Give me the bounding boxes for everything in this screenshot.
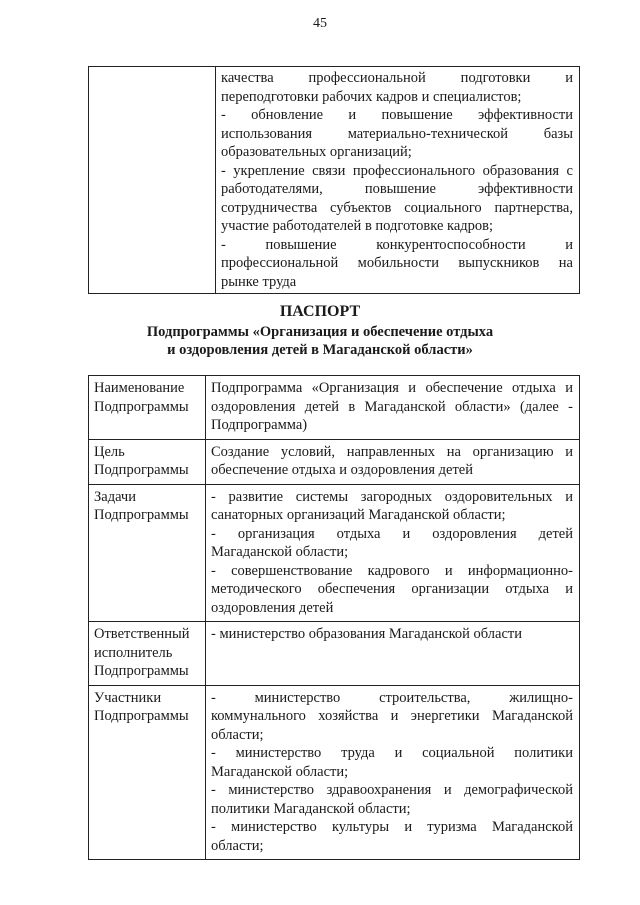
- text-line: - министерство здравоохранения и демографической: [211, 782, 573, 798]
- text-line: санаторных организаций Магаданской области;: [211, 507, 506, 523]
- row-label-executor: [89, 622, 206, 686]
- text-line: рынке труда: [221, 273, 297, 290]
- row-value-executor: [206, 622, 580, 686]
- table-row: [89, 484, 580, 622]
- row-label-goal: [89, 439, 206, 484]
- text-line: - обновление и повышение эффективности: [221, 107, 573, 123]
- text-line: - укрепление связи профессионального образования с: [221, 162, 573, 179]
- text-line: - совершенствование кадрового и информационно-: [211, 562, 573, 579]
- label-line: Подпрограммы: [94, 398, 189, 415]
- continuation-table: [88, 66, 580, 294]
- text-line: методического обеспечения организации отдыха и: [211, 581, 573, 597]
- text-line: - развитие системы загородных оздоровительных и: [211, 488, 573, 505]
- table-row: [89, 622, 580, 686]
- text-line: - повышение конкурентоспособности и: [221, 236, 573, 253]
- text-line: коммунального хозяйства и энергетики Магаданской: [211, 708, 573, 724]
- label-line: Цель: [94, 443, 125, 460]
- text-line: Магаданской области;: [211, 544, 349, 560]
- empty-label-cell: [89, 67, 216, 294]
- text-line: использования материально-технической базы: [221, 125, 573, 142]
- text-line: - министерство строительства, жилищно-: [211, 689, 573, 706]
- row-label-name: [89, 376, 206, 440]
- table-row: [89, 67, 580, 294]
- row-value-goal: [206, 439, 580, 484]
- label-line: Ответственный: [94, 626, 190, 642]
- passport-title: ПАСПОРТ: [279, 303, 361, 320]
- row-value-participants: [206, 685, 580, 860]
- page-number: 45: [313, 16, 327, 31]
- row-value-name: [206, 376, 580, 440]
- text-line: сотрудничества субъектов социального партнерства,: [221, 199, 573, 216]
- text-line: участие работодателей в подготовке кадров;: [221, 218, 494, 234]
- text-line: Магаданской области;: [211, 763, 349, 780]
- text-line: области;: [211, 837, 264, 854]
- label-line: Подпрограммы: [94, 462, 189, 478]
- text-line: переподготовки рабочих кадров и специалистов;: [221, 88, 522, 105]
- text-line: качества профессиональной подготовки и: [221, 70, 573, 86]
- text-line: - организация отдыха и оздоровления детей: [211, 525, 573, 542]
- text-line: - министерство труда и социальной политики: [211, 745, 573, 761]
- text-line: оздоровления детей в Магаданской области» (далее -: [211, 398, 573, 415]
- label-line: Наименование: [94, 380, 185, 396]
- passport-table: [88, 375, 580, 860]
- label-line: Участники: [94, 689, 162, 706]
- text-line: Создание условий, направленных на организацию и: [211, 443, 573, 460]
- table-row: [89, 376, 580, 440]
- label-line: Подпрограммы: [94, 663, 189, 679]
- table-row: [89, 439, 580, 484]
- row-label-participants: [89, 685, 206, 860]
- label-line: исполнитель: [94, 644, 173, 661]
- row-value-tasks: [206, 484, 580, 622]
- text-line: профессиональной мобильности выпускников на: [221, 255, 573, 271]
- label-line: Задачи: [94, 488, 136, 505]
- row-label-tasks: [89, 484, 206, 622]
- text-line: оздоровления детей: [211, 599, 334, 616]
- text-line: области;: [211, 726, 264, 743]
- text-line: - министерство культуры и туризма Магаданской: [211, 819, 573, 835]
- passport-subtitle-line-1: Подпрограммы «Организация и обеспечение отдыха: [146, 324, 494, 340]
- text-line: - министерство образования Магаданской области: [211, 626, 523, 642]
- passport-subtitle-line-2: и оздоровления детей в Магаданской области»: [167, 342, 473, 358]
- label-line: Подпрограммы: [94, 708, 189, 724]
- text-line: образовательных организаций;: [221, 144, 412, 160]
- value-cell: [216, 67, 580, 294]
- text-line: Подпрограмма «Организация и обеспечение отдыха и: [211, 380, 573, 396]
- label-line: Подпрограммы: [94, 507, 189, 523]
- text-line: Подпрограмма): [211, 417, 308, 433]
- text-line: обеспечение отдыха и оздоровления детей: [211, 462, 473, 478]
- text-line: политики Магаданской области;: [211, 800, 411, 817]
- table-row: [89, 685, 580, 860]
- text-line: работодателями, повышение эффективности: [221, 181, 573, 197]
